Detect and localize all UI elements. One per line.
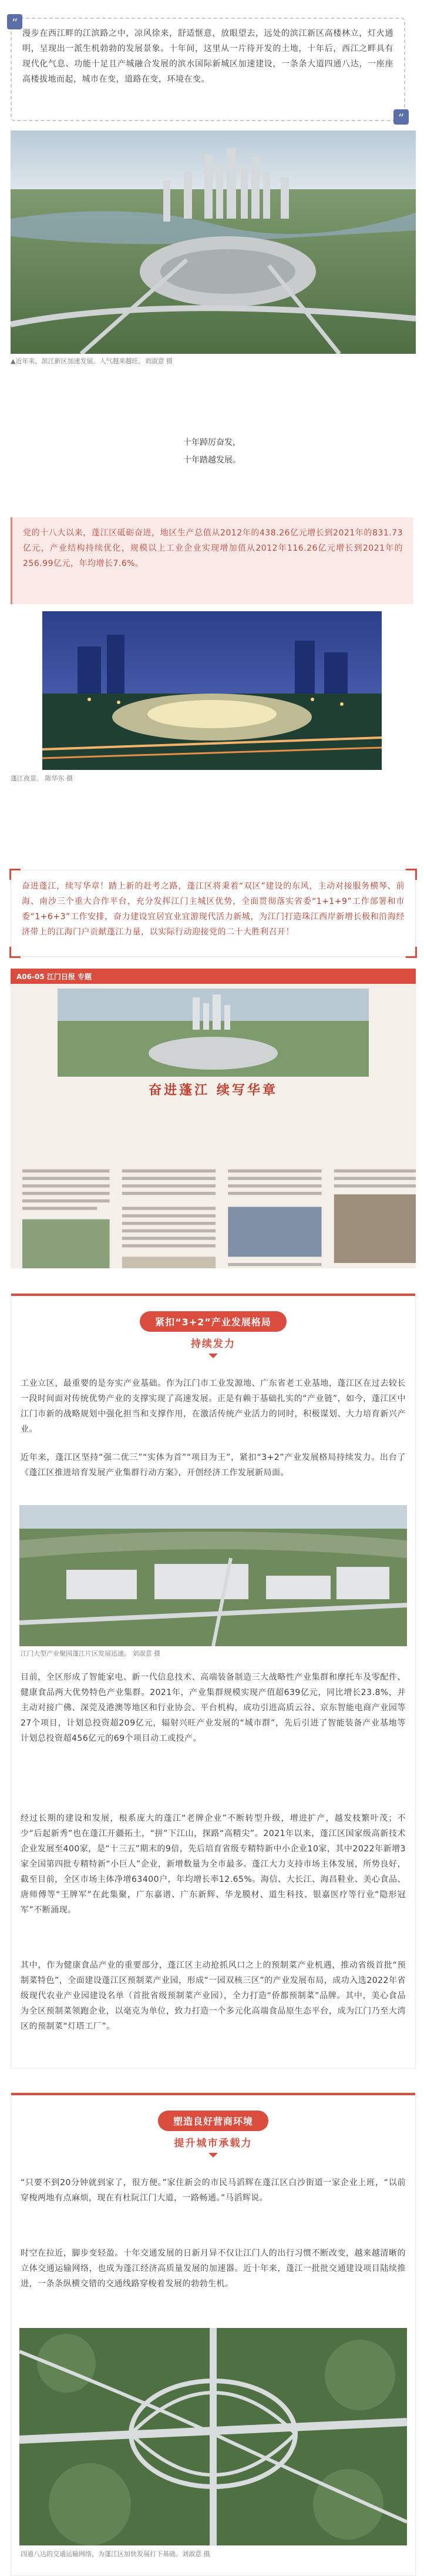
corner-tr-decor: [406, 869, 417, 880]
section1-arrow-icon: [208, 1354, 218, 1358]
section1-sub: 持续发力: [191, 1338, 235, 1350]
section2-p2: 时空在拉近，脚步变轻盈。十年交通发展的日新月异不仅让江门人的出行习惯不断改变，越来越清晰的立体交通运输网络，也成为蓬江经济高质量发展的加速器。近十年来，蓬江一批批交通建设项目陆续推进，一条条纵横交错的交通线路穿梭着发展的勃勃生机。: [21, 2249, 406, 2289]
center-line-2: 十年踏越发展。: [183, 455, 241, 465]
aerial-city-photo: [11, 130, 416, 354]
newspaper-masthead: 奋进蓬江 续写华章: [149, 1083, 278, 1098]
stat-text: 党的十八大以来，蓬江区砥砺奋进，地区生产总值从2012年的438.26亿元增长到2021年的831.73亿元，产业结构持续优化，规模以上工业企业实现增加值从2012年116.26亿元增长到2021年的256.99亿元，年均增长7.6%。: [23, 528, 403, 568]
intro-box: [11, 16, 405, 125]
section1-p5: 其中，作为健康食品产业的重要部分，蓬江区主动抢抓风口之上的预制菜产业机遇，推动省级首批“预制菜特色”，全面建设蓬江区预制菜产业园，形成“一园双核三区”的产业发展布局，成功入选2022年省级现代农业产业园建设名单（首批省级预制菜产业园），全力打造“侨都预制菜”品牌。其中，美心食品为全区预制菜领跑企业，以毫克为单位，致力打造一个多元化高端食品原生态平台，成为江门乃至大湾区的预制菜“灯塔工厂”。: [21, 1961, 406, 2031]
section1-caption: 江门大型产业聚园蓬江片区发展迅速。 刘淑意 摄: [21, 1650, 160, 1657]
intro-text: 漫步在西江畔的江滨路之中，凉风徐来，舒适惬意，放眼望去，远处的滨江新区高楼林立，灯火通明，呈现出一派生机勃勃的发展景象。十年间，这里从一片待开发的土地，十年后，西江之畔具有现代化气息、功能十足且产城融合发展的滨水国际新城区加速建设，一条条大道四通八达，一座座高楼拔地而起，城市在变，道路在变，环境在变。: [22, 29, 393, 84]
photo2-caption: 蓬江夜景。 陈华东 摄: [11, 775, 73, 782]
mid-intro-text: 奋进蓬江，续写华章！踏上新的赶考之路，蓬江区将秉着“双区”建设的东风，主动对接服务横琴、前海、南沙三个重大合作平台，充分发挥江门主城区优势，全面贯彻落实省委“1+1+9”工作部署和市委“1+6+3”工作安排，奋力建设宜居宜业宜游现代活力新城，为江门打造珠江西岸新增长极和沿海经济带上的江海门户贡献蓬江力量，以实际行动迎接党的二十大胜利召开！: [22, 882, 405, 937]
section1-top-bar: [11, 1294, 415, 1296]
section-industry: [11, 1293, 416, 2069]
highway-interchange-photo: [19, 2328, 407, 2545]
section1-p1: 工业立区，最重要的是夯实产业基础。作为江门市工业发源地、广东省老工业基地，蓬江区在过去较长一段时间面对传统优势产业的支撑实现了高速发展。正是有赖于基础扎实的“产业链”，如今，蓬江区中江门市新的战略规划中强化担当和支撑作用，在激活传统产业活力的同时，积极谋划、大力培育新兴产业。: [21, 1379, 406, 1434]
newspaper-text-columns: [22, 1104, 416, 1268]
center-line-1: 十年踔厉奋发，: [183, 438, 241, 447]
mid-intro-box: [11, 870, 416, 957]
newspaper-header: A06-05 江门日报 专题: [16, 973, 92, 981]
section1-heading: [11, 1311, 415, 1358]
section1-p4: 经过长期的建设和发展，根系庞大的蓬江“老牌企业”不断转型升级，增进扩产，越发枝繁叶茂；不少“后起新秀”也在蓬江开疆拓土，“拼”下江山，探路“高精尖”。2021年以来，蓬江区国家级高新技术企业发展至400家，是“十三五”期末的9倍，先后培育省级专精特新中小企业10家，其中2022年新增3家全国第四批专精特新“小巨人”企业，新增数量为全市最多。蓬江大力支持市场主体发展，所势良好，截至目前，全区市场主体净增63400户，年均增长率12.65%。海信、大长江、海昌鞋业、美心食品、唐师傅等“王牌军”在此集聚，广东嘉谱、广东新辉、华龙膜材、道生科技、银嘉医疗等行业“隐形冠军”不断涌现。: [21, 1814, 406, 1915]
section2-top-bar: [11, 2093, 415, 2095]
section2-heading: [11, 2111, 415, 2158]
quote-close-icon: ”: [393, 109, 409, 125]
corner-br-decor: [406, 947, 417, 958]
newspaper-spread: [11, 969, 416, 1268]
section2-pill: 塑造良好营商环境: [158, 2111, 268, 2131]
section2-arrow-icon: [208, 2153, 218, 2158]
section1-pill: 紧扣“3+2”产业发展格局: [140, 1311, 287, 1332]
industry-park-photo: [19, 1505, 407, 1646]
stat-box: [11, 517, 413, 604]
corner-tl-decor: [9, 869, 21, 880]
section1-p3: 目前，全区形成了智能家电、新一代信息技术、高端装备制造三大战略性产业集群和摩托车及零配件、健康食品两大优势特色产业集群。2021年，产业集群规模实现产值超639亿元，同比增长23.8%，并主动对接广佛、深莞及港澳等地区和行业协会、平台机构，成功引进高质云谷、京东智能电商产业园等27个项目，计划总投资超209亿元，辐射兴旺产业发展的“城市群”，先后引进了智能装备产业基地等计划总投资超456亿元的69个项目动工或投产。: [21, 1673, 406, 1743]
newspaper-photo: [58, 989, 369, 1077]
section-business-env: [11, 2092, 416, 2576]
section2-sub: 提升城市承载力: [174, 2138, 253, 2149]
quote-open-icon: “: [7, 14, 22, 29]
section2-p1: “只要不到20分钟就到家了，很方便。”家住新会的市民马滔辉在蓬江区白沙街道一家企业上班，“以前穿梭两地有点麻烦，现在有杜阮江门大道，一路畅通。”马滔辉说。: [21, 2178, 406, 2203]
night-view-photo: [42, 611, 382, 770]
section2-caption: 四通八达的交通运输网络，为蓬江区加快发展打下基础。刘淑意 摄: [21, 2550, 210, 2558]
corner-bl-decor: [9, 947, 21, 958]
photo1-caption: ▲近年来，滨江新区加速发展。人气越来越旺。刘淑意 摄: [11, 357, 173, 365]
section1-p2: 近年来，蓬江区坚持“强二优三”“实体为首”“项目为王”，紧扣“3+2”产业发展格局持续发力。出台了《蓬江区推进培育发展产业集群行动方案》，开创经济工作发展新局面。: [21, 1453, 406, 1478]
